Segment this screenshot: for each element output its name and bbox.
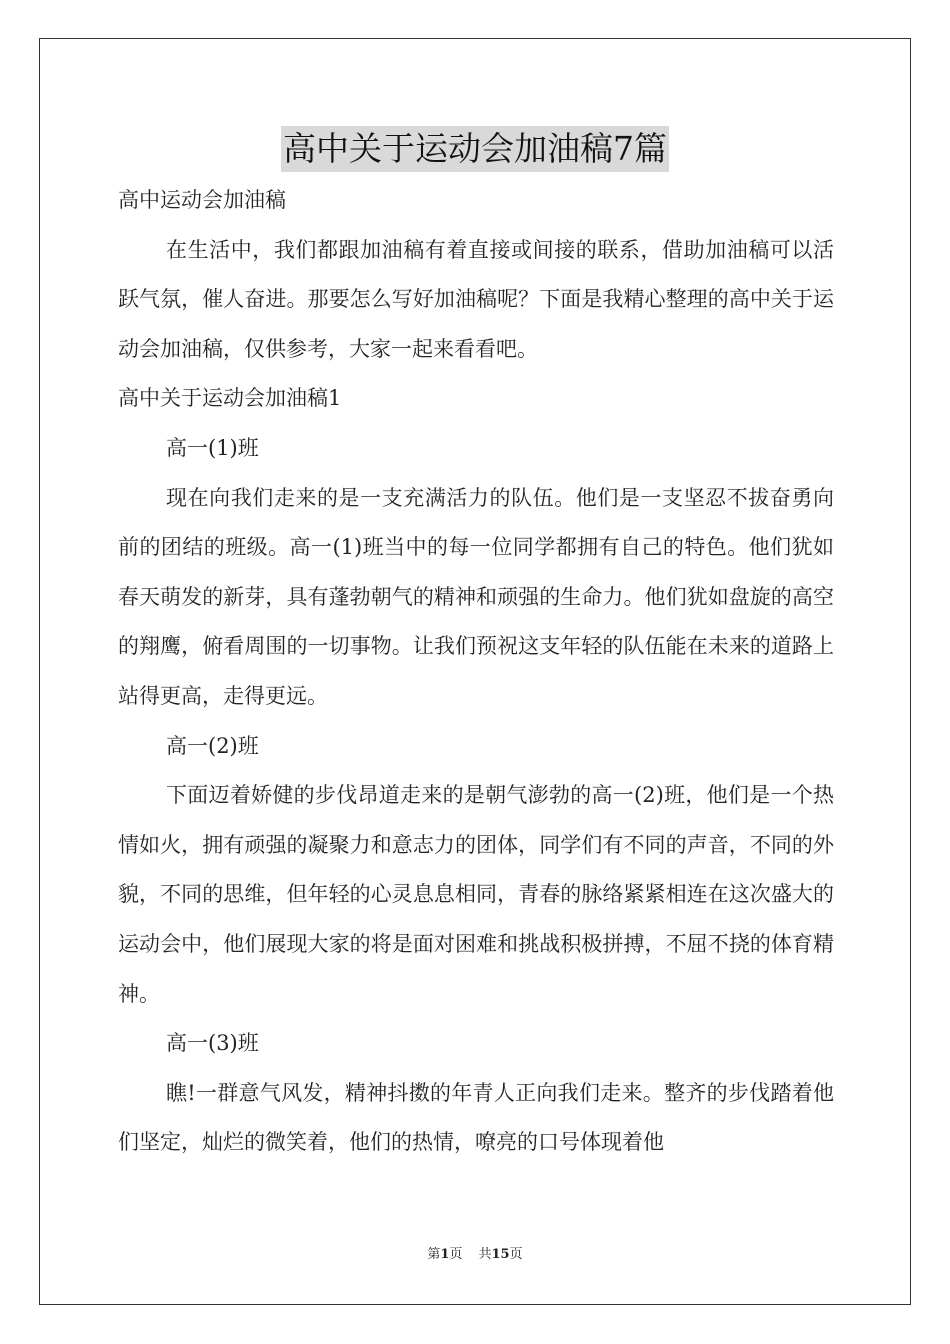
body-paragraph: 现在向我们走来的是一支充满活力的队伍。他们是一支坚忍不拔奋勇向前的团结的班级。高一(1)班当中的每一位同学都拥有自己的特色。他们犹如春天萌发的新芽，具有蓬勃朝气的精神和顽强的生命力。他们犹如盘旋的高空的翔鹰，俯看周围的一切事物。让我们预祝这支年轻的队伍能在未来的道路上站得更高，走得更远。 (118, 485, 834, 708)
total-pages: 15 (491, 1247, 510, 1262)
document-body (118, 176, 834, 1168)
body-paragraph: 高一(3)班 (166, 1031, 259, 1056)
body-paragraph: 高一(1)班 (166, 435, 259, 460)
title-container (0, 126, 950, 172)
page-footer (0, 1246, 950, 1264)
page-number: 1 (440, 1247, 450, 1262)
section-heading: 高中运动会加油稿 (118, 188, 286, 212)
page-label-prefix: 第 (427, 1247, 441, 1262)
total-label-prefix: 共 (478, 1247, 492, 1262)
body-paragraph: 在生活中，我们都跟加油稿有着直接或间接的联系，借助加油稿可以活跃气氛，催人奋进。那要怎么写好加油稿呢？下面是我精心整理的高中关于运动会加油稿，仅供参考，大家一起来看看吧。 (118, 237, 834, 361)
document-title: 高中关于运动会加油稿7篇 (281, 126, 669, 172)
body-paragraph: 下面迈着娇健的步伐昂道走来的是朝气澎勃的高一(2)班，他们是一个热情如火，拥有顽强的凝聚力和意志力的团体，同学们有不同的声音，不同的外貌，不同的思维，但年轻的心灵息息相同，青春的脉络紧紧相连在这次盛大的运动会中，他们展现大家的将是面对困难和挑战积极拼搏，不屈不挠的体育精神。 (118, 783, 834, 1006)
body-paragraph: 高一(2)班 (166, 733, 259, 758)
section-heading: 高中关于运动会加油稿1 (118, 386, 342, 411)
page-label-suffix: 页 (449, 1247, 463, 1262)
body-paragraph: 瞧!一群意气风发，精神抖擞的年青人正向我们走来。整齐的步伐踏着他们坚定，灿烂的微笑着，他们的热情，嘹亮的口号体现着他 (118, 1080, 834, 1155)
total-label-suffix: 页 (509, 1247, 523, 1262)
